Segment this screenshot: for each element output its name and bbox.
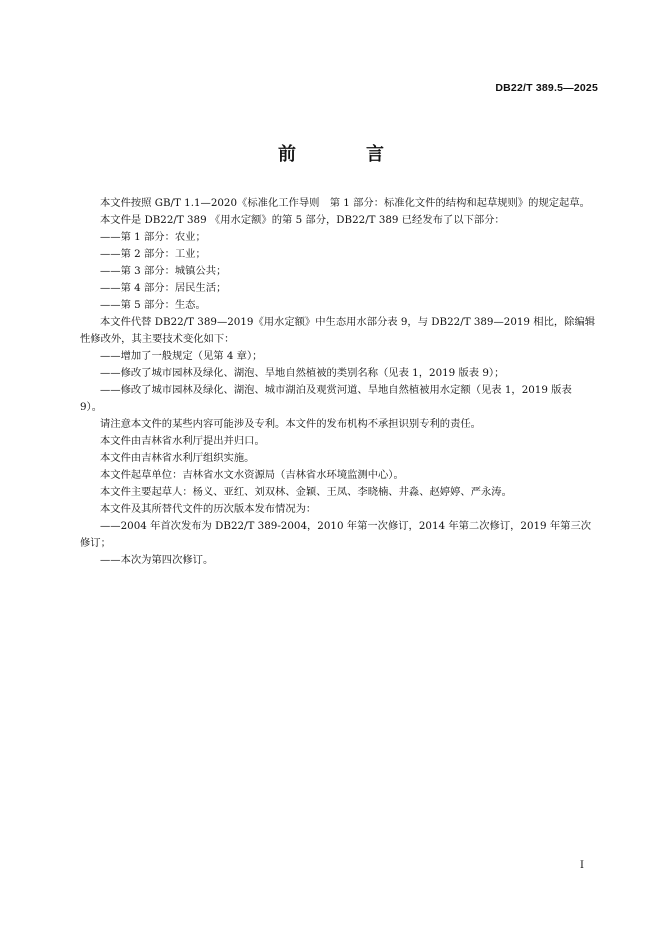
page-number: I xyxy=(580,860,584,871)
paragraph: ——2004 年首次发布为 DB22/T 389-2004，2010 年第一次修订，2014 年第二次修订，2019 年第三次修订； xyxy=(80,520,592,549)
paragraph: 本文件是 DB22/T 389 《用水定额》的第 5 部分，DB22/T 389 已经发布了以下部分： xyxy=(100,214,505,226)
paragraph: 本文件及其所替代文件的历次版本发布情况为： xyxy=(100,503,317,515)
paragraph: 本文件由吉林省水利厅提出并归口。 xyxy=(100,435,265,447)
paragraph: ——修改了城市园林及绿化、湖泡、城市湖泊及观赏河道、旱地自然植被用水定额（见表 1，2019 版表 9）。 xyxy=(80,384,572,413)
paragraph: 请注意本文件的某些内容可能涉及专利。本文件的发布机构不承担识别专利的责任。 xyxy=(100,418,481,430)
paragraph: ——第 4 部分：居民生活； xyxy=(100,282,227,294)
paragraph: 本文件主要起草人：杨义、亚红、刘双林、金颖、王凤、李晓楠、井淼、赵婷婷、严永涛。 xyxy=(100,486,512,498)
page-title: 前 言 xyxy=(278,144,410,165)
paragraph: ——第 5 部分：生态。 xyxy=(100,299,206,311)
foreword-body xyxy=(80,195,596,569)
paragraph: 本文件代替 DB22/T 389—2019《用水定额》中生态用水部分表 9，与 DB22/T 389—2019 相比，除编辑性修改外，其主要技术变化如下： xyxy=(80,316,596,345)
paragraph: 本文件由吉林省水利厅组织实施。 xyxy=(100,452,255,464)
paragraph: ——增加了一般规定（见第 4 章）； xyxy=(100,350,263,362)
paragraph: ——第 2 部分：工业； xyxy=(100,248,206,260)
document-code: DB22/T 389.5—2025 xyxy=(495,82,598,94)
paragraph: ——本次为第四次修订。 xyxy=(100,554,214,566)
paragraph: ——第 3 部分：城镇公共； xyxy=(100,265,227,277)
paragraph: 本文件按照 GB/T 1.1—2020《标准化工作导则 第 1 部分：标准化文件的结构和起草规则》的规定起草。 xyxy=(100,197,590,209)
paragraph: 本文件起草单位：吉林省水文水资源局（吉林省水环境监测中心）。 xyxy=(100,469,404,481)
paragraph: ——修改了城市园林及绿化、湖泡、旱地自然植被的类别名称（见表 1，2019 版表 9）； xyxy=(100,367,505,379)
paragraph: ——第 1 部分：农业； xyxy=(100,231,206,243)
